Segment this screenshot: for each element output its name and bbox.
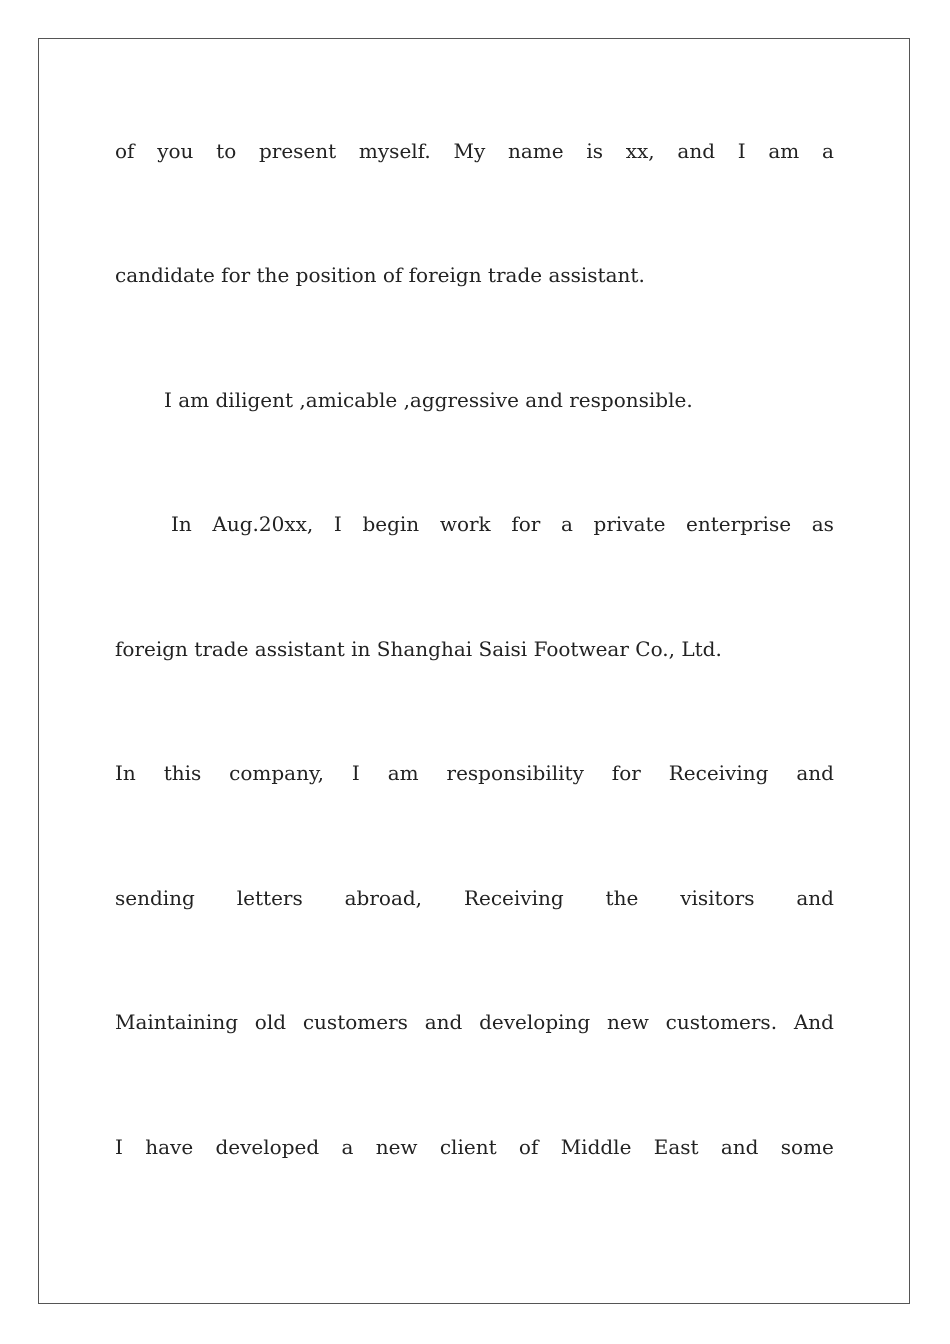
word: Maintaining	[115, 1010, 238, 1034]
word: present	[258, 139, 337, 163]
text-line-5: foreign trade assistant in Shanghai Saisi Footwear Co., Ltd.	[115, 637, 722, 661]
word: a	[341, 1135, 354, 1159]
word: Receiving	[668, 761, 769, 785]
word: company,	[229, 761, 324, 785]
word: And	[793, 1010, 834, 1034]
word: of	[115, 139, 135, 163]
word: xx,	[625, 139, 655, 163]
word: this	[163, 761, 202, 785]
word: Receiving	[463, 886, 564, 910]
text-line-1	[115, 139, 834, 163]
word: you	[157, 139, 194, 163]
text-line-7	[115, 886, 834, 910]
word: some	[780, 1135, 834, 1159]
word: client	[439, 1135, 497, 1159]
word: a	[560, 512, 573, 536]
word: developed	[215, 1135, 320, 1159]
word: In	[171, 512, 192, 536]
word: I	[333, 512, 342, 536]
word: as	[811, 512, 834, 536]
text-line-3: I am diligent ,amicable ,aggressive and responsible.	[164, 388, 693, 412]
word: developing	[479, 1010, 591, 1034]
word: enterprise	[686, 512, 792, 536]
word: In	[115, 761, 136, 785]
word: I	[737, 139, 746, 163]
word: My	[453, 139, 486, 163]
word: am	[768, 139, 800, 163]
word: myself.	[358, 139, 431, 163]
word: have	[145, 1135, 194, 1159]
text-line-2: candidate for the position of foreign trade assistant.	[115, 263, 645, 287]
word: customers.	[665, 1010, 778, 1034]
word: Middle	[560, 1135, 632, 1159]
word: new	[375, 1135, 418, 1159]
word: East	[653, 1135, 699, 1159]
word: to	[216, 139, 237, 163]
word: and	[720, 1135, 759, 1159]
word: for	[511, 512, 541, 536]
word: am	[387, 761, 419, 785]
word: I	[115, 1135, 123, 1159]
text-line-9	[115, 1135, 834, 1159]
text-line-6	[115, 761, 834, 785]
word: private	[593, 512, 666, 536]
word: of	[518, 1135, 539, 1159]
word: and	[424, 1010, 463, 1034]
word: letters	[236, 886, 303, 910]
word: is	[586, 139, 603, 163]
word: the	[605, 886, 639, 910]
word: begin	[362, 512, 420, 536]
word: and	[677, 139, 715, 163]
text-line-4	[171, 512, 834, 536]
word: abroad,	[344, 886, 423, 910]
word: customers	[302, 1010, 408, 1034]
text-line-8	[115, 1010, 834, 1034]
word: work	[439, 512, 491, 536]
word: responsibility	[446, 761, 584, 785]
word: I	[351, 761, 360, 785]
word: new	[607, 1010, 649, 1034]
word: old	[254, 1010, 287, 1034]
word: and	[796, 886, 834, 910]
word: a	[822, 139, 834, 163]
page-border	[38, 38, 910, 1304]
word: name	[507, 139, 564, 163]
word: sending	[115, 886, 195, 910]
word: visitors	[680, 886, 755, 910]
word: and	[796, 761, 834, 785]
word: Aug.20xx,	[212, 512, 314, 536]
word: for	[611, 761, 641, 785]
